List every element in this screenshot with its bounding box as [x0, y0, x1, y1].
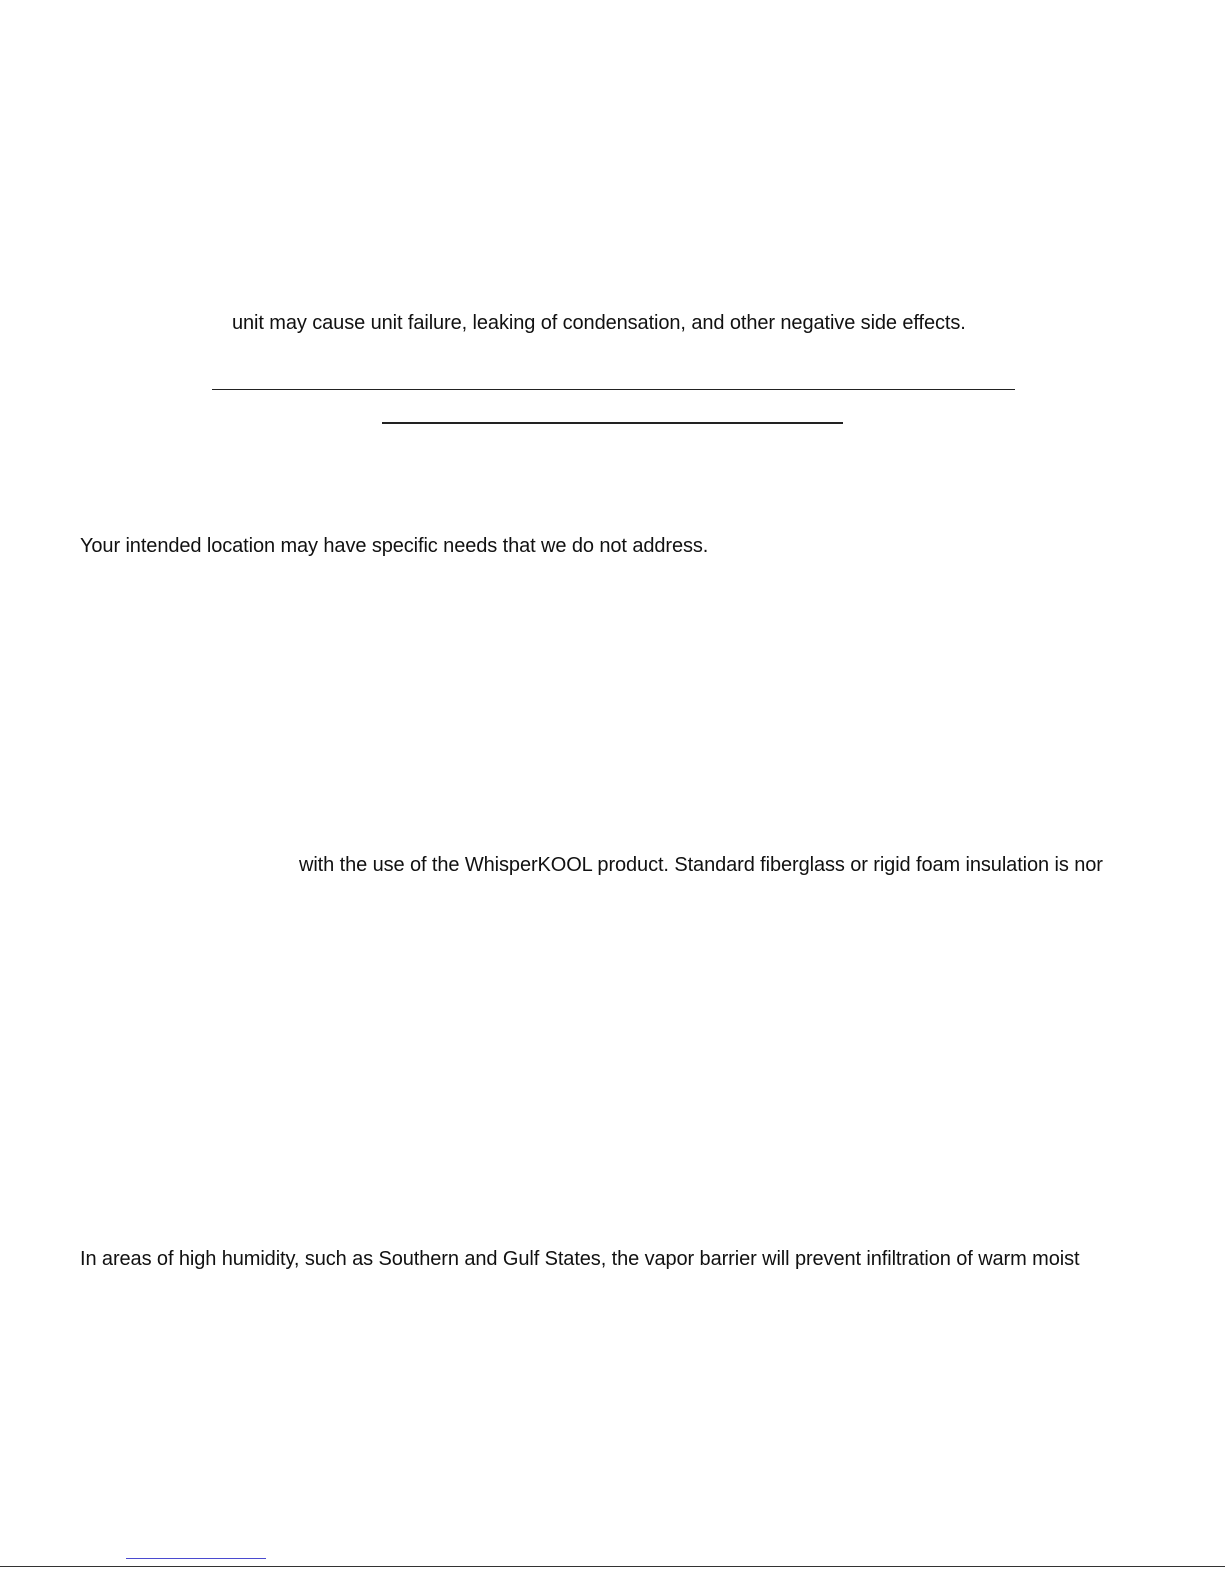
- underline-rule: [382, 422, 843, 424]
- text-line-intended-location: Your intended location may have specific needs that we do not address.: [80, 535, 709, 557]
- text-line-unit-failure: unit may cause unit failure, leaking of condensation, and other negative side effects.: [232, 312, 966, 334]
- link-underline: [126, 1558, 266, 1559]
- text-line-insulation: with the use of the WhisperKOOL product. Standard fiberglass or rigid foam insulation is nor: [299, 854, 1103, 876]
- horizontal-rule: [212, 389, 1015, 390]
- footer-rule: [0, 1566, 1225, 1567]
- text-line-high-humidity: In areas of high humidity, such as Southern and Gulf States, the vapor barrier will prevent infiltration of warm moist: [80, 1248, 1080, 1270]
